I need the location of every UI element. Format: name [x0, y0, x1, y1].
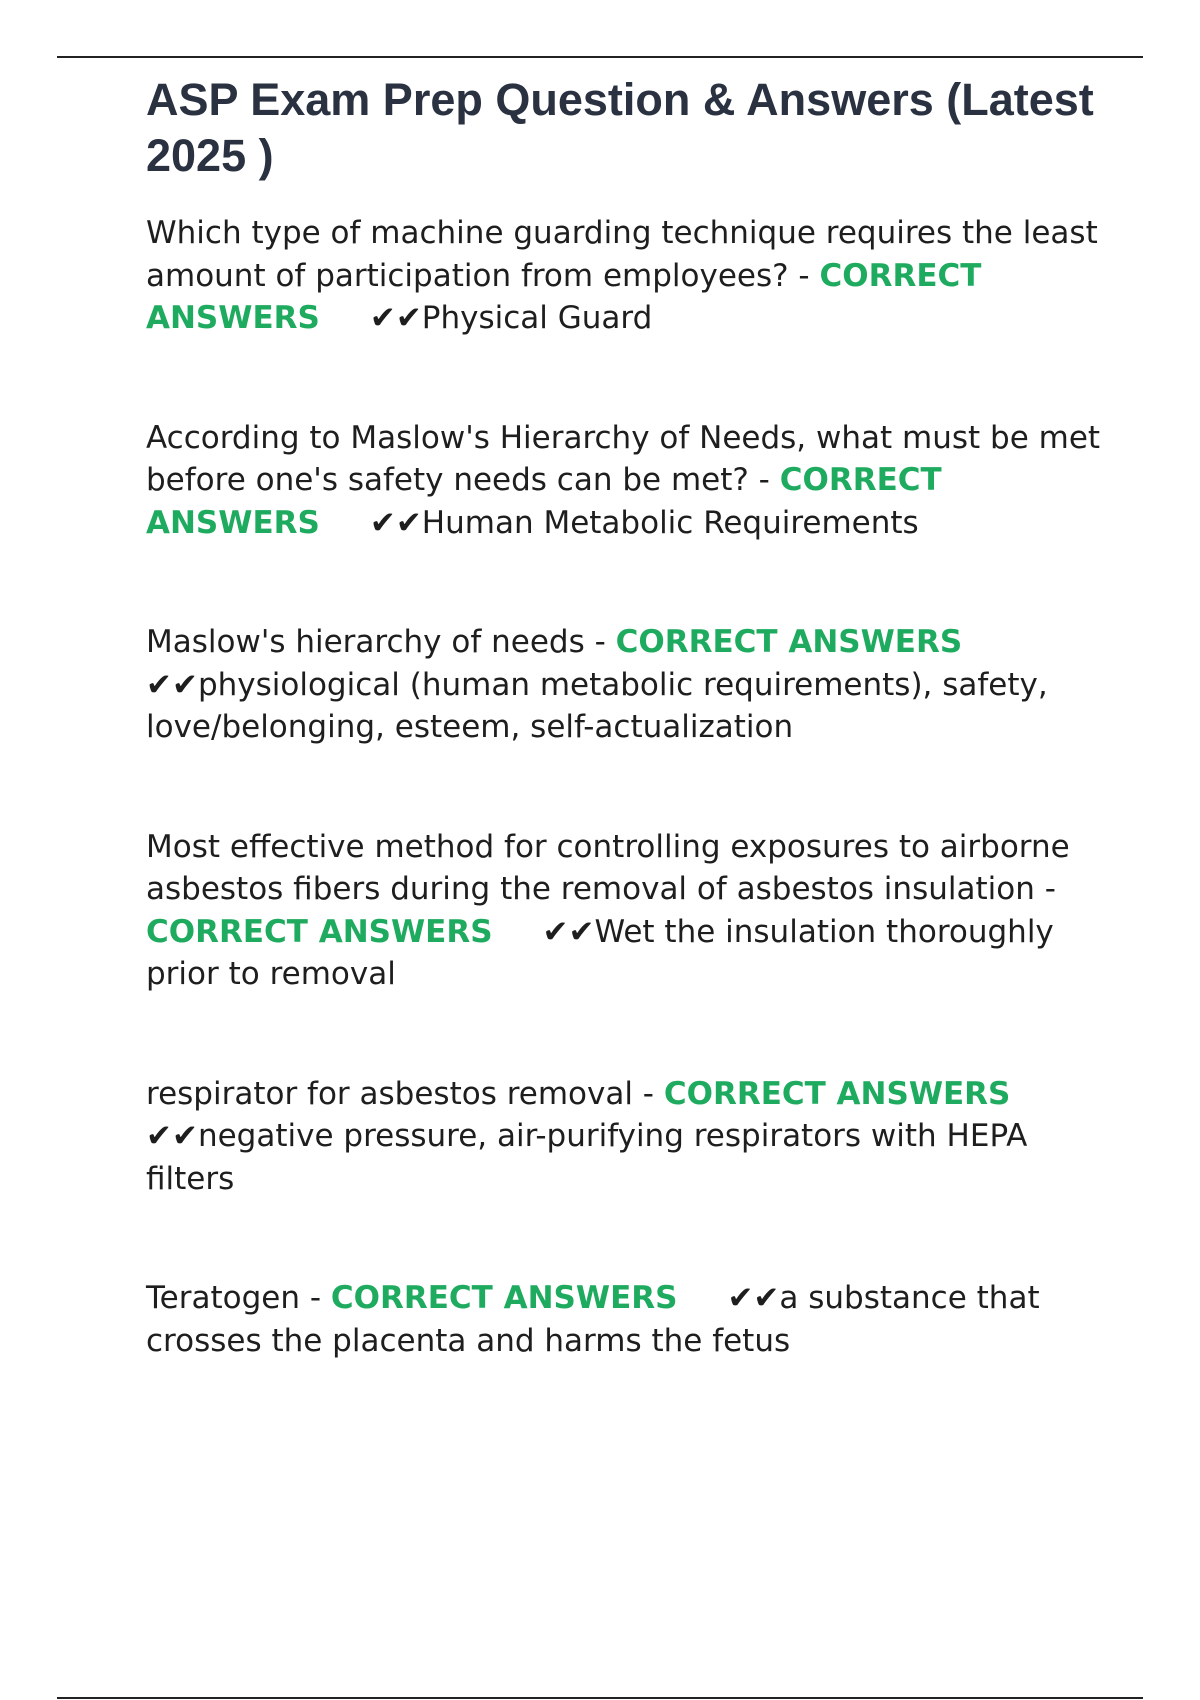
qa-item — [146, 1277, 1106, 1362]
answer-text: negative pressure, air-purifying respirators with HEPA filters — [146, 1118, 1028, 1197]
qa-item — [146, 417, 1106, 545]
document-body — [146, 72, 1106, 1362]
qa-item — [146, 1073, 1106, 1201]
question-text: Which type of machine guarding technique requires the least amount of participation from employees? - — [146, 215, 1098, 294]
check-marks-icon: ✔✔ — [542, 913, 595, 950]
check-marks-icon: ✔✔ — [146, 1118, 198, 1154]
question-text: respirator for asbestos removal - — [146, 1075, 664, 1112]
correct-answers-tag: CORRECT ANSWERS — [146, 257, 982, 336]
correct-answers-tag: CORRECT ANSWERS — [615, 624, 963, 660]
correct-answers-tag: CORRECT ANSWERS — [146, 462, 942, 541]
page-title: ASP Exam Prep Question & Answers (Latest 2025 ) — [146, 74, 1094, 181]
bottom-rule — [57, 1697, 1143, 1699]
answer-text: Human Metabolic Requirements — [421, 504, 919, 541]
question-text: Most effective method for controlling exposures to airborne asbestos fibers during the removal of asbestos insulation - — [146, 828, 1070, 907]
qa-item — [146, 621, 1106, 749]
answer-text: physiological (human metabolic requirements), safety, love/belonging, esteem, self-actualization — [146, 666, 1048, 745]
answer-text: a substance that crosses the placenta and harms the fetus — [146, 1280, 1040, 1359]
answer-text: Physical Guard — [421, 300, 653, 336]
answer-text: Wet the insulation thoroughly prior to removal — [146, 913, 1054, 992]
question-text: According to Maslow's Hierarchy of Needs, what must be met before one's safety needs can be met? - — [146, 419, 1101, 498]
correct-answers-tag: CORRECT ANSWERS — [663, 1075, 1011, 1112]
qa-item — [146, 826, 1106, 996]
correct-answers-tag: CORRECT ANSWERS — [146, 913, 493, 950]
top-rule — [57, 56, 1143, 58]
check-marks-icon: ✔✔ — [369, 504, 422, 541]
question-text: Maslow's hierarchy of needs - — [146, 624, 616, 660]
check-marks-icon: ✔✔ — [727, 1280, 780, 1316]
question-text: Teratogen - — [146, 1280, 331, 1316]
correct-answers-tag: CORRECT ANSWERS — [330, 1280, 678, 1316]
check-marks-icon: ✔✔ — [369, 300, 422, 336]
qa-item — [146, 212, 1106, 340]
check-marks-icon: ✔✔ — [146, 666, 198, 703]
